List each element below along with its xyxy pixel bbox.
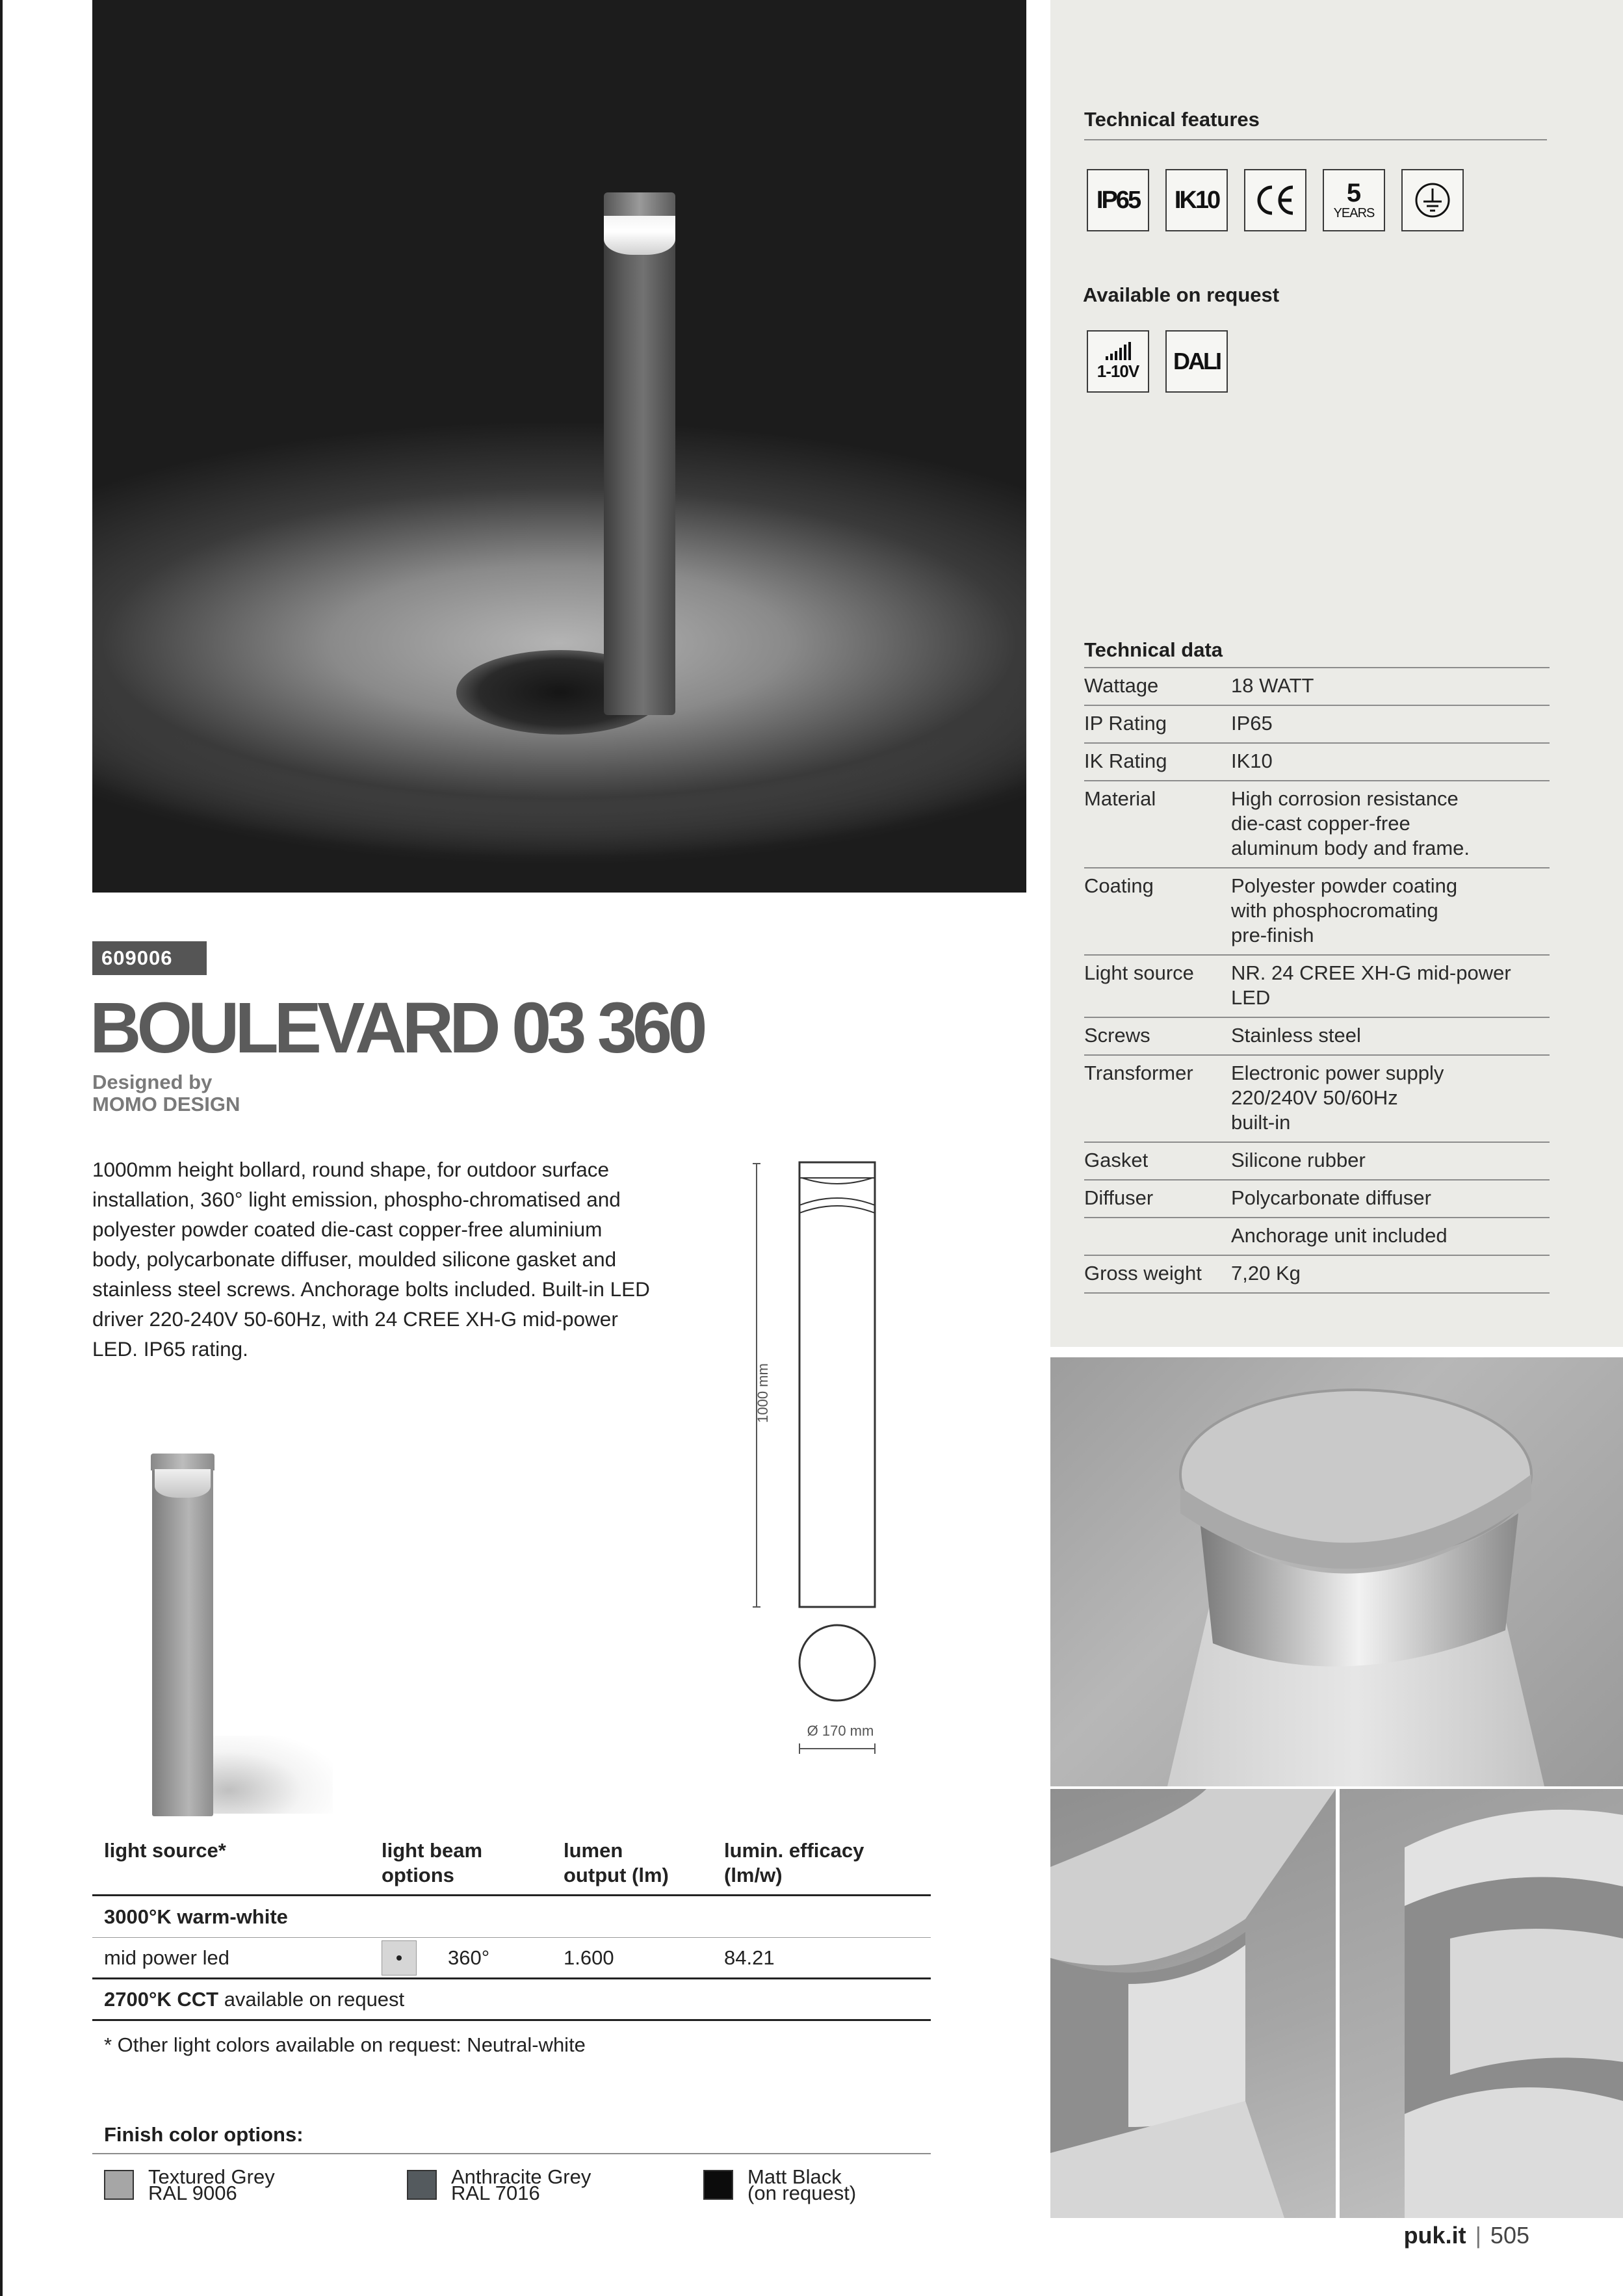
- ce-mark-icon: [1244, 169, 1306, 231]
- finish-option-name: Matt Black: [747, 2165, 842, 2188]
- technical-data-table: [1084, 667, 1550, 1294]
- finish-option-textured-grey: [148, 2165, 275, 2204]
- technical-data-heading: Technical data: [1084, 638, 1223, 661]
- designer-name: MOMO DESIGN: [92, 1093, 240, 1115]
- finish-option-matt-black: [747, 2165, 857, 2204]
- page-edge: [0, 0, 3, 2296]
- detail-photo-bottom-right: [1340, 1789, 1623, 2218]
- cct-rest: available on request: [218, 1987, 405, 2011]
- tech-row-ip-rating: IP Rating IP65: [1084, 705, 1550, 742]
- finish-option-anthracite-grey: [451, 2165, 591, 2204]
- product-side-photo: [92, 1430, 365, 1820]
- tech-row-gasket: Gasket Silicone rubber: [1084, 1141, 1550, 1179]
- tech-row-light-source: Light source NR. 24 CREE XH-G mid-power LED: [1084, 954, 1550, 1017]
- warranty-5-years-icon: 5 YEARS: [1323, 169, 1385, 231]
- side-photo-shadow: [203, 1736, 333, 1814]
- ip65-icon: IP65: [1087, 169, 1149, 231]
- dali-icon: DALI: [1165, 330, 1228, 393]
- beam-360-icon: [382, 1940, 417, 1976]
- light-source-cell: mid power led: [104, 1946, 229, 1969]
- cct-bold: 2700°K CCT: [104, 1987, 219, 2011]
- header-lumen-output: lumen output (lm): [564, 1839, 669, 1886]
- tech-row-screws: Screws Stainless steel: [1084, 1017, 1550, 1054]
- finish-option-name: Anthracite Grey: [451, 2165, 591, 2188]
- side-photo-light: [155, 1469, 211, 1498]
- tech-row-wattage: Wattage 18 WATT: [1084, 667, 1550, 705]
- designed-by-label: Designed by: [92, 1071, 213, 1093]
- cct-row: [92, 1979, 931, 2021]
- technical-drawing: [728, 1151, 897, 1814]
- light-group-row: [92, 1896, 931, 1938]
- designer-block: [92, 1071, 240, 1115]
- diameter-dimension-label: Ø 170 mm: [807, 1723, 874, 1739]
- tech-row-transformer: Transformer Electronic power supply 220/240V 50/60Hz built-in: [1084, 1054, 1550, 1141]
- swatch-textured-grey: [104, 2170, 134, 2200]
- finish-option-code: (on request): [747, 2182, 857, 2204]
- side-photo-bollard: [152, 1457, 213, 1816]
- footer-separator: |: [1475, 2222, 1481, 2249]
- light-table-header: [92, 1838, 931, 1896]
- detail-photo-bottom-left: [1050, 1789, 1336, 2218]
- tech-row-coating: Coating Polyester powder coating with phosphocromating pre-finish: [1084, 867, 1550, 954]
- hero-floor-glow: [92, 338, 1026, 893]
- page-footer: [1404, 2222, 1529, 2249]
- tech-row-gross-weight: Gross weight 7,20 Kg: [1084, 1255, 1550, 1292]
- light-data-row: [92, 1938, 931, 1979]
- available-on-request-heading: Available on request: [1083, 283, 1280, 306]
- tech-row-material: Material High corrosion resistance die-cast copper-free aluminum body and frame.: [1084, 780, 1550, 867]
- finish-option-code: RAL 7016: [451, 2182, 540, 2204]
- finish-rule: [92, 2153, 931, 2154]
- earth-ground-icon: [1401, 169, 1464, 231]
- beam-angle: 360°: [448, 1946, 490, 1969]
- header-luminous-efficacy: lumin. efficacy (lm/w): [724, 1839, 864, 1886]
- finish-option-code: RAL 9006: [148, 2182, 237, 2204]
- efficacy-cell: 84.21: [724, 1946, 775, 1969]
- hero-photo: [92, 0, 1026, 893]
- beam-cell: [382, 1940, 564, 1976]
- header-light-source: light source*: [104, 1839, 226, 1862]
- product-title: BOULEVARD 03 360: [90, 988, 703, 1068]
- hero-bollard-body: [604, 195, 675, 715]
- finish-option-name: Textured Grey: [148, 2165, 275, 2188]
- drawing-svg: [728, 1151, 897, 1814]
- header-light-beam: light beam options: [382, 1839, 483, 1886]
- finish-heading: Finish color options:: [104, 2123, 304, 2146]
- product-code: 609006: [92, 941, 207, 975]
- light-color-note: * Other light colors available on request: Neutral-white: [104, 2033, 586, 2056]
- light-source-table: [92, 1838, 931, 2021]
- page-number: 505: [1490, 2222, 1529, 2249]
- dimming-1-10v-icon: 1-10V: [1087, 330, 1149, 393]
- tech-row-ik-rating: IK Rating IK10: [1084, 742, 1550, 780]
- hero-bollard-light: [604, 216, 675, 255]
- technical-features-heading: Technical features: [1084, 108, 1260, 131]
- technical-data-end-rule: [1084, 1292, 1550, 1294]
- detail-photo-top: [1050, 1357, 1623, 1786]
- product-description: 1000mm height bollard, round shape, for outdoor surface installation, 360° light emission, phospho-chromatised and polyester powder coated die-cast copper-free aluminium body, polycarbonate diffuser, moulded silicone gasket and stainless steel screws. Anchorage bolts included. Built-in LED driver 220-240V 50-60Hz, with 24 CREE XH-G mid-power LED. IP65 rating.: [92, 1158, 650, 1361]
- technical-features-rule: [1084, 139, 1547, 140]
- tech-row-anchorage: Anchorage unit included: [1084, 1217, 1550, 1255]
- ik10-icon: IK10: [1165, 169, 1228, 231]
- light-group-label: 3000°K warm-white: [104, 1905, 288, 1928]
- height-dimension-label: 1000 mm: [755, 1363, 771, 1423]
- lumen-cell: 1.600: [564, 1946, 614, 1969]
- swatch-matt-black: [703, 2170, 733, 2200]
- swatch-anthracite-grey: [407, 2170, 437, 2200]
- tech-row-diffuser: Diffuser Polycarbonate diffuser: [1084, 1179, 1550, 1217]
- side-photo-cap: [151, 1454, 214, 1470]
- footer-site[interactable]: puk.it: [1403, 2222, 1466, 2249]
